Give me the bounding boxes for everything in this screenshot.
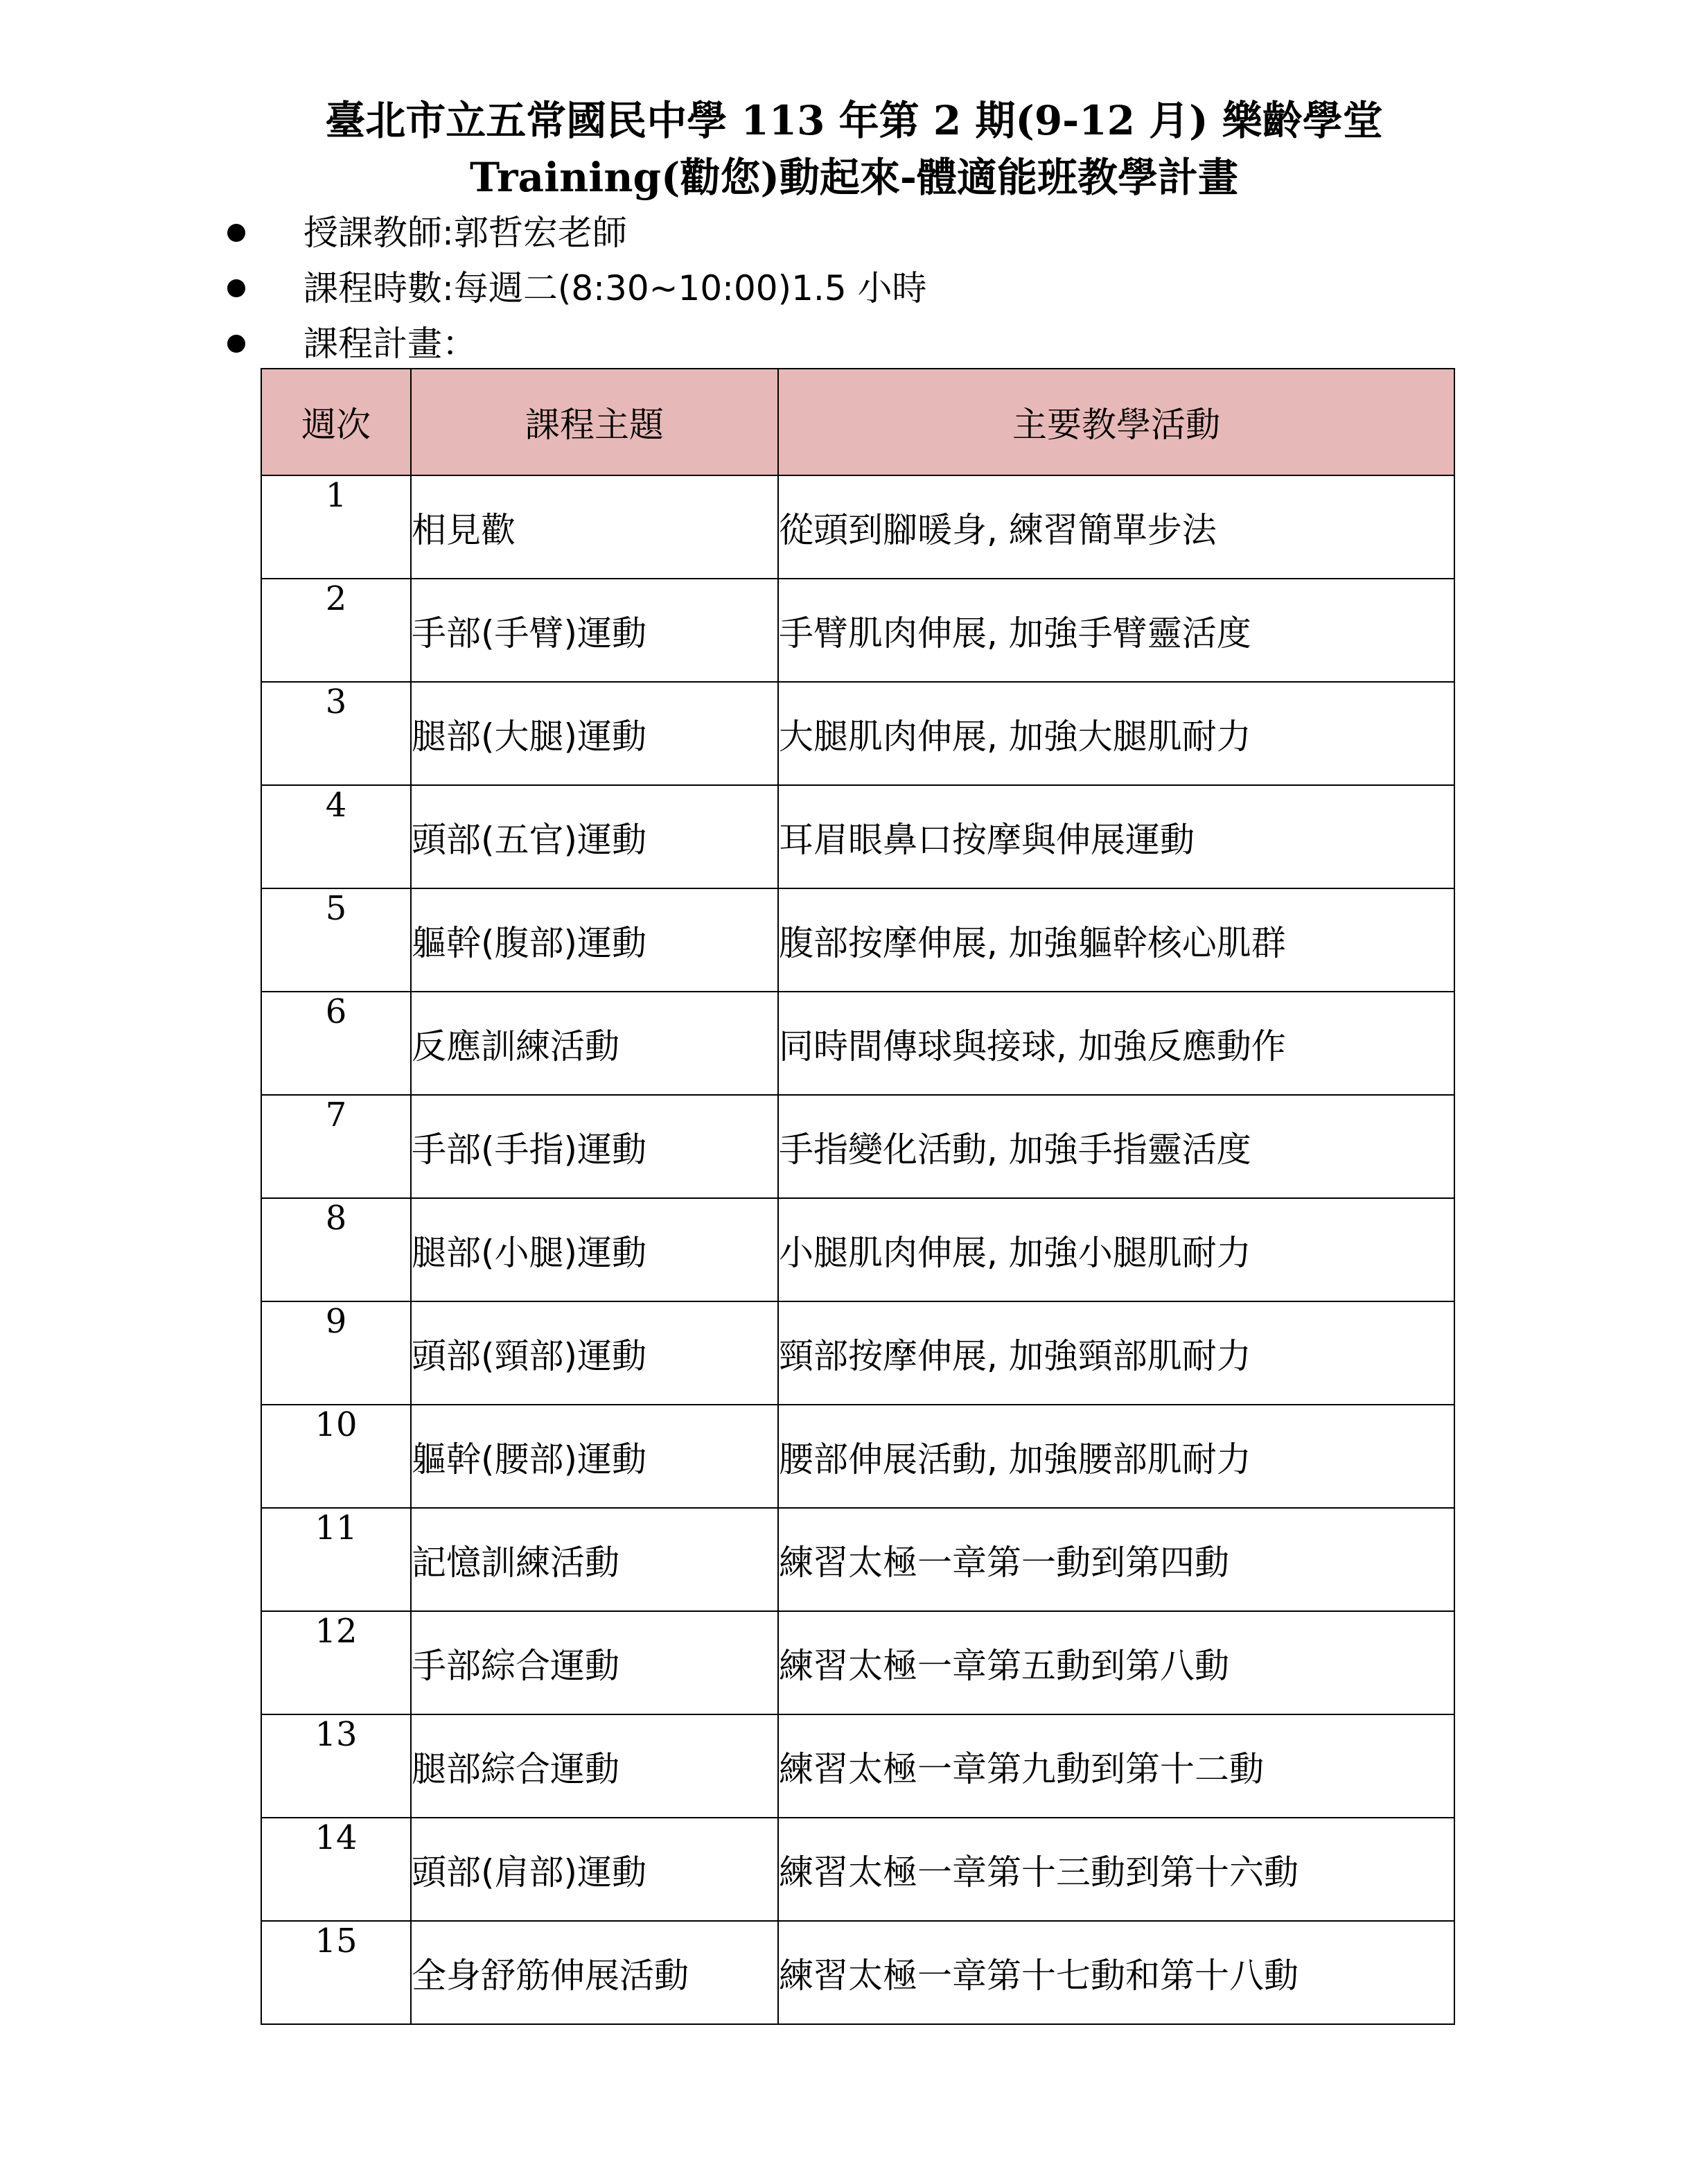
- header-topic: 課程主題: [411, 369, 778, 475]
- table-row: [261, 475, 1454, 579]
- topic-cell: 反應訓練活動: [411, 992, 778, 1095]
- week-cell: 12: [261, 1611, 411, 1714]
- activity-cell: 練習太極一章第五動到第八動: [778, 1611, 1454, 1714]
- week-cell: 3: [261, 682, 411, 785]
- activity-cell: 練習太極一章第九動到第十二動: [778, 1714, 1454, 1818]
- topic-cell: 手部(手指)運動: [411, 1095, 778, 1198]
- bullet-dot-icon: [227, 335, 245, 353]
- week-cell: 8: [261, 1198, 411, 1301]
- topic-cell: 頭部(肩部)運動: [411, 1818, 778, 1921]
- activity-cell: 大腿肌肉伸展, 加強大腿肌耐力: [778, 682, 1454, 785]
- activity-cell: 腹部按摩伸展, 加強軀幹核心肌群: [778, 888, 1454, 992]
- table-row: [261, 682, 1454, 785]
- topic-cell: 軀幹(腰部)運動: [411, 1405, 778, 1508]
- activity-cell: 腰部伸展活動, 加強腰部肌耐力: [778, 1405, 1454, 1508]
- table-row: [261, 579, 1454, 682]
- info-item-hours: [227, 261, 1544, 316]
- activity-cell: 頸部按摩伸展, 加強頸部肌耐力: [778, 1301, 1454, 1405]
- topic-cell: 記憶訓練活動: [411, 1508, 778, 1611]
- course-info-list: [227, 205, 1544, 371]
- document-title-line1: 臺北市立五常國民中學 113 年第 2 期(9-12 月) 樂齡學堂: [325, 97, 1383, 144]
- week-cell: 7: [261, 1095, 411, 1198]
- activity-cell: 練習太極一章第一動到第四動: [778, 1508, 1454, 1611]
- week-cell: 11: [261, 1508, 411, 1611]
- bullet-dot-icon: [227, 224, 245, 242]
- table-row: [261, 1921, 1454, 2024]
- week-cell: 4: [261, 785, 411, 888]
- table-row: [261, 1508, 1454, 1611]
- table-row: [261, 1301, 1454, 1405]
- activity-cell: 練習太極一章第十三動到第十六動: [778, 1818, 1454, 1921]
- table-row: [261, 1405, 1454, 1508]
- bullet-dot-icon: [227, 279, 245, 297]
- topic-cell: 全身舒筋伸展活動: [411, 1921, 778, 2024]
- info-plan-text: 課程計畫：: [303, 324, 477, 364]
- week-cell: 1: [261, 475, 411, 579]
- activity-cell: 耳眉眼鼻口按摩與伸展運動: [778, 785, 1454, 888]
- activity-cell: 小腿肌肉伸展, 加強小腿肌耐力: [778, 1198, 1454, 1301]
- activity-cell: 練習太極一章第十七動和第十八動: [778, 1921, 1454, 2024]
- header-activity: 主要教學活動: [778, 369, 1454, 475]
- activity-cell: 手臂肌肉伸展, 加強手臂靈活度: [778, 579, 1454, 682]
- activity-cell: 手指變化活動, 加強手指靈活度: [778, 1095, 1454, 1198]
- info-hours-text: 課程時數:每週二(8:30~10:00)1.5 小時: [303, 268, 927, 308]
- week-cell: 10: [261, 1405, 411, 1508]
- week-cell: 14: [261, 1818, 411, 1921]
- table-row: [261, 888, 1454, 992]
- topic-cell: 手部(手臂)運動: [411, 579, 778, 682]
- table-row: [261, 1611, 1454, 1714]
- week-cell: 5: [261, 888, 411, 992]
- table-row: [261, 1095, 1454, 1198]
- info-item-teacher: [227, 205, 1544, 261]
- week-cell: 2: [261, 579, 411, 682]
- topic-cell: 軀幹(腹部)運動: [411, 888, 778, 992]
- topic-cell: 腿部綜合運動: [411, 1714, 778, 1818]
- table-row: [261, 1818, 1454, 1921]
- topic-cell: 相見歡: [411, 475, 778, 579]
- topic-cell: 手部綜合運動: [411, 1611, 778, 1714]
- topic-cell: 腿部(大腿)運動: [411, 682, 778, 785]
- table-row: [261, 1198, 1454, 1301]
- table-header-row: [261, 369, 1454, 475]
- table-row: [261, 785, 1454, 888]
- week-cell: 15: [261, 1921, 411, 2024]
- table-row: [261, 1714, 1454, 1818]
- topic-cell: 頭部(頸部)運動: [411, 1301, 778, 1405]
- table-row: [261, 992, 1454, 1095]
- course-plan-table: [261, 368, 1455, 2025]
- week-cell: 13: [261, 1714, 411, 1818]
- document-title-line2: Training(勸您)動起來-體適能班教學計畫: [470, 154, 1238, 201]
- header-week: 週次: [261, 369, 411, 475]
- activity-cell: 同時間傳球與接球, 加強反應動作: [778, 992, 1454, 1095]
- week-cell: 9: [261, 1301, 411, 1405]
- info-teacher-text: 授課教師:郭哲宏老師: [303, 213, 627, 253]
- topic-cell: 腿部(小腿)運動: [411, 1198, 778, 1301]
- topic-cell: 頭部(五官)運動: [411, 785, 778, 888]
- info-item-plan: [227, 316, 1544, 371]
- week-cell: 6: [261, 992, 411, 1095]
- activity-cell: 從頭到腳暖身, 練習簡單步法: [778, 475, 1454, 579]
